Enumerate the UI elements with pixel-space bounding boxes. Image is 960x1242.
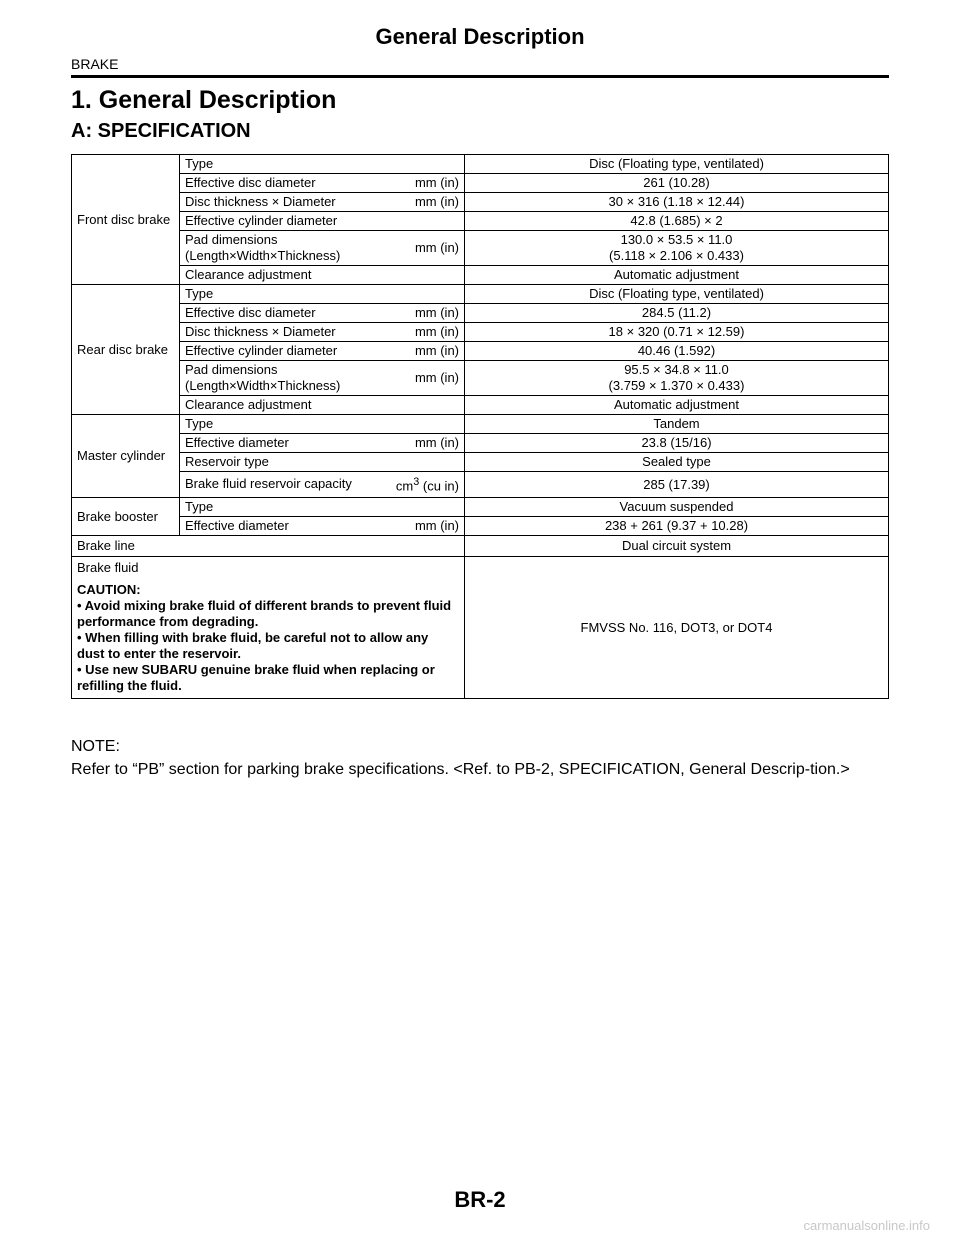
brake-fluid-cell <box>72 557 465 699</box>
item-cell: Type <box>180 155 465 174</box>
note-label: NOTE: <box>71 738 120 755</box>
group-label-rear-disc-brake: Rear disc brake <box>72 285 180 415</box>
value-cell: Vacuum suspended <box>465 498 889 517</box>
value-cell: 130.0 × 53.5 × 11.0 (5.118 × 2.106 × 0.433) <box>465 231 889 266</box>
table-row <box>72 361 889 396</box>
value-cell: 285 (17.39) <box>465 472 889 498</box>
table-row <box>72 434 889 453</box>
table-row <box>72 498 889 517</box>
value-cell: 284.5 (11.2) <box>465 304 889 323</box>
caution-item: • Avoid mixing brake fluid of different brands to prevent fluid performance from degrading. <box>77 598 452 629</box>
item-cell: Clearance adjustment <box>180 396 465 415</box>
table-row <box>72 472 889 498</box>
item-cell: Pad dimensions (Length×Width×Thickness) mm (in) <box>180 361 465 396</box>
item-cell: Disc thickness × Diameter mm (in) <box>180 193 465 212</box>
value-cell: 238 + 261 (9.37 + 10.28) <box>465 517 889 536</box>
table-row <box>72 453 889 472</box>
value-cell: Dual circuit system <box>465 536 889 557</box>
value-cell: Sealed type <box>465 453 889 472</box>
value-cell: 30 × 316 (1.18 × 12.44) <box>465 193 889 212</box>
subsection-heading: A: SPECIFICATION <box>71 120 251 142</box>
value-cell: Disc (Floating type, ventilated) <box>465 285 889 304</box>
section-tag: BRAKE <box>71 56 119 72</box>
group-label-master-cylinder: Master cylinder <box>72 415 180 498</box>
value-cell: 95.5 × 34.8 × 11.0 (3.759 × 1.370 × 0.433) <box>465 361 889 396</box>
value-cell: FMVSS No. 116, DOT3, or DOT4 <box>465 557 889 699</box>
value-cell: Automatic adjustment <box>465 266 889 285</box>
table-row <box>72 323 889 342</box>
item-cell: Brake fluid reservoir capacity $cm^3$ (cu in) <box>180 472 465 498</box>
group-label-brake-booster: Brake booster <box>72 498 180 536</box>
table-row <box>72 212 889 231</box>
table-row <box>72 266 889 285</box>
page-header-title: General Description <box>375 24 585 49</box>
caution-heading: CAUTION: <box>77 582 141 597</box>
watermark: carmanualsonline.info <box>803 1218 930 1233</box>
value-cell: 23.8 (15/16) <box>465 434 889 453</box>
value-cell: Disc (Floating type, ventilated) <box>465 155 889 174</box>
item-cell: Effective disc diameter mm (in) <box>180 304 465 323</box>
header-divider <box>71 75 889 78</box>
table-row <box>72 342 889 361</box>
caution-item: • When filling with brake fluid, be careful not to allow any dust to enter the reservoir. <box>77 630 429 661</box>
item-cell: Clearance adjustment <box>180 266 465 285</box>
value-cell: 42.8 (1.685) × 2 <box>465 212 889 231</box>
item-cell: Effective disc diameter mm (in) <box>180 174 465 193</box>
table-row <box>72 285 889 304</box>
table-row <box>72 174 889 193</box>
item-cell: Type <box>180 498 465 517</box>
table-row <box>72 155 889 174</box>
table-row <box>72 396 889 415</box>
caution-item: • Use new SUBARU genuine brake fluid when replacing or refilling the fluid. <box>77 662 435 693</box>
value-cell: 261 (10.28) <box>465 174 889 193</box>
brake-fluid-label: Brake fluid <box>77 560 139 575</box>
item-cell: Pad dimensions (Length×Width×Thickness) mm (in) <box>180 231 465 266</box>
value-cell: Tandem <box>465 415 889 434</box>
table-row <box>72 193 889 212</box>
table-row <box>72 304 889 323</box>
item-cell: Effective diameter mm (in) <box>180 517 465 536</box>
item-cell: Type <box>180 415 465 434</box>
table-row <box>72 231 889 266</box>
table-row <box>72 415 889 434</box>
item-cell: Effective diameter mm (in) <box>180 434 465 453</box>
table-row <box>72 517 889 536</box>
table-row <box>72 557 889 699</box>
page-number: BR-2 <box>454 1187 506 1212</box>
value-cell: Automatic adjustment <box>465 396 889 415</box>
brake-line-label: Brake line <box>72 536 465 557</box>
item-cell: Reservoir type <box>180 453 465 472</box>
value-cell: 40.46 (1.592) <box>465 342 889 361</box>
table-row <box>72 536 889 557</box>
item-cell: Effective cylinder diameter <box>180 212 465 231</box>
note-text: Refer to “PB” section for parking brake specifications. <Ref. to PB-2, SPECIFICATION, General Descrip-tion.> <box>71 761 850 778</box>
value-cell: 18 × 320 (0.71 × 12.59) <box>465 323 889 342</box>
group-label-front-disc-brake: Front disc brake <box>72 155 180 285</box>
item-cell: Disc thickness × Diameter mm (in) <box>180 323 465 342</box>
item-cell: Type <box>180 285 465 304</box>
specification-table <box>71 154 889 699</box>
item-cell: Effective cylinder diameter mm (in) <box>180 342 465 361</box>
section-heading: 1. General Description <box>71 86 337 114</box>
